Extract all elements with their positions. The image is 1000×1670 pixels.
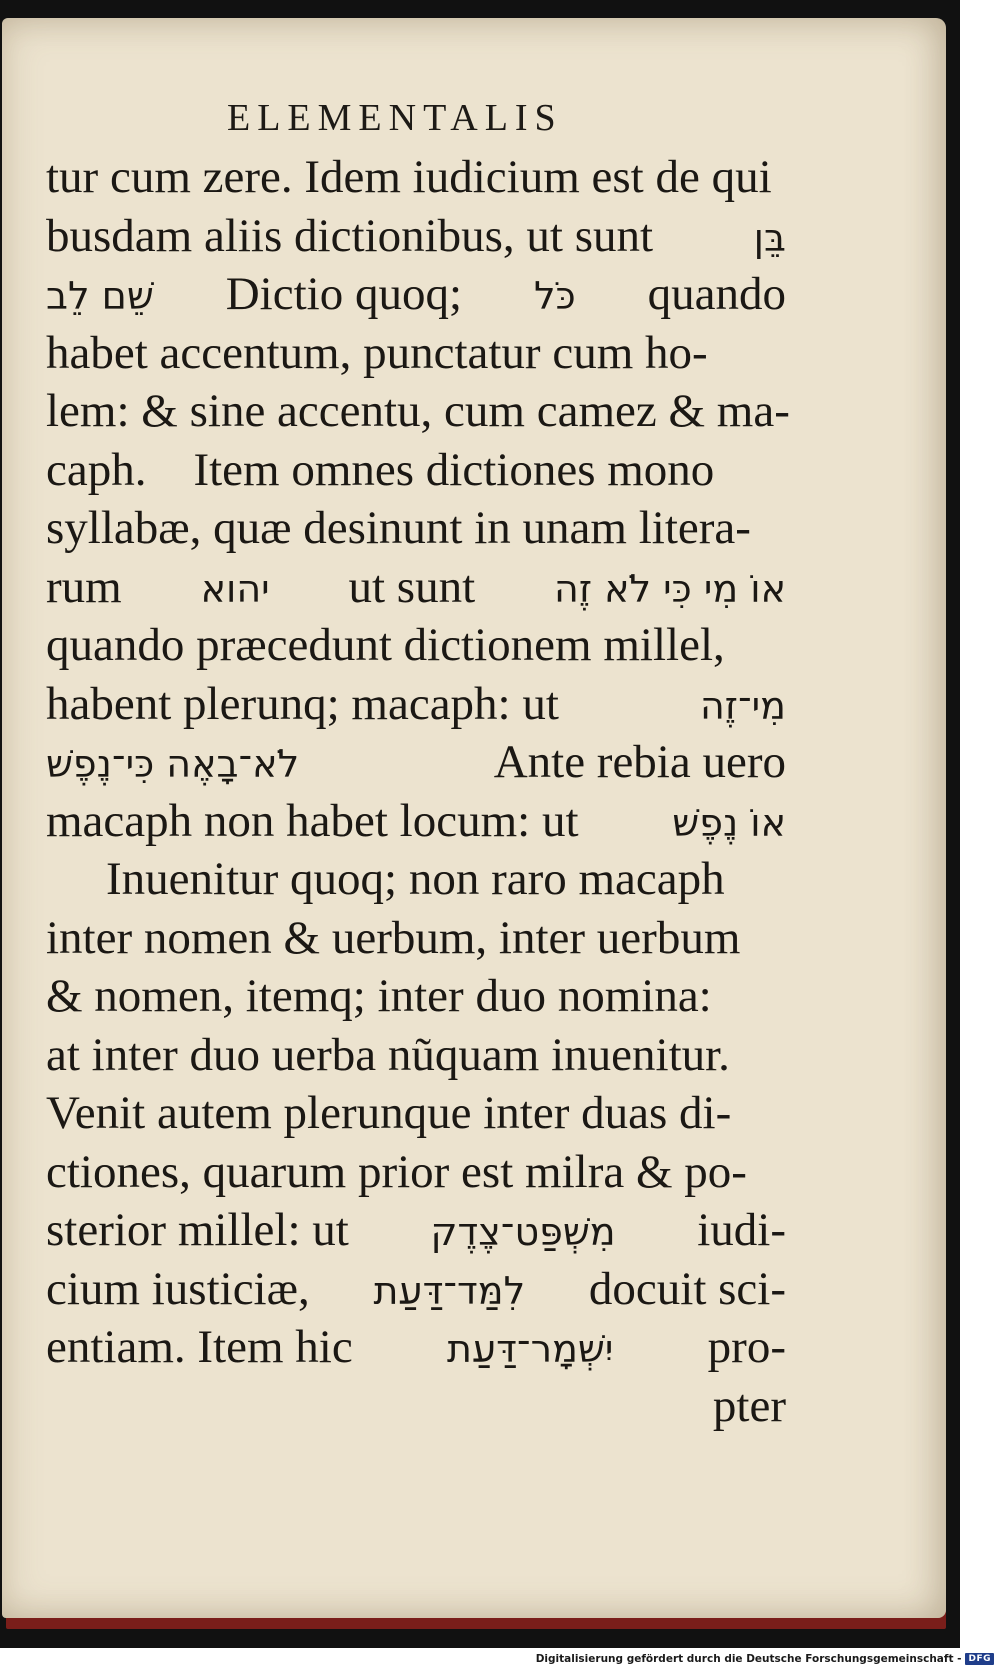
latin-text: at inter duo uerba nũquam inuenitur. (46, 1028, 730, 1081)
text-line (46, 499, 786, 558)
hebrew-text: לֹא־בָאֶה כִּי־נֶפֶשׁ (46, 742, 300, 786)
latin-text: caph. Item omnes dictiones mono (46, 443, 715, 496)
text-line (46, 1026, 786, 1085)
dfg-logo: DFG (965, 1653, 994, 1665)
latin-text: inter nomen & uerbum, inter uerbum (46, 911, 741, 964)
hebrew-text: אוֹ מִי כִּי לֹא זֶה (554, 566, 786, 611)
hebrew-text: יִשְׁמָר־דַּעַת (447, 1327, 614, 1371)
latin-text: Ante rebia uero (493, 736, 786, 788)
latin-text: ut sunt (348, 560, 476, 613)
text-line (46, 207, 786, 266)
latin-text: lem: & sine accentu, cum camez & ma- (46, 385, 790, 437)
latin-text: sterior millel: ut (46, 1204, 349, 1256)
text-line (46, 324, 786, 383)
latin-text: habet accentum, punctatur cum ho- (46, 326, 708, 379)
latin-text: cium iusticiæ, (46, 1262, 310, 1315)
hebrew-text: כֹּל (533, 274, 576, 318)
text-line (46, 850, 786, 909)
text-line (46, 792, 786, 851)
text-line (46, 616, 786, 675)
text-line (46, 441, 786, 500)
latin-text: Inuenitur quoq; non raro macaph (106, 853, 725, 905)
latin-text: Venit autem plerunque inter duas di- (46, 1087, 732, 1139)
hebrew-text: בֵּן (753, 215, 786, 260)
latin-text: Dictio quoq; (225, 268, 463, 320)
text-line (46, 733, 786, 792)
body-text (46, 148, 790, 1435)
latin-text: entiam. Item hic (46, 1321, 353, 1373)
latin-text: habent plerunq; macaph: ut (46, 677, 559, 730)
latin-text: pro- (707, 1321, 786, 1373)
latin-text: docuit sci- (588, 1262, 786, 1315)
hebrew-text: שֵׁם לֵב (46, 274, 154, 318)
hebrew-text: אוֹ נֶפֶשׁ (672, 800, 786, 845)
hebrew-text: מִשְׁפַּט־צֶדֶק (430, 1210, 616, 1254)
text-line (46, 1260, 786, 1319)
text-line (46, 1318, 786, 1377)
catchword-line (46, 1377, 786, 1436)
text-line (46, 148, 786, 207)
latin-text: & nomen, itemq; inter duo nomina: (46, 970, 712, 1022)
latin-text: ctiones, quarum prior est milra & po- (46, 1145, 747, 1198)
running-head: ELEMENTALIS (227, 97, 563, 139)
latin-text: quando præcedunt dictionem millel, (46, 619, 725, 671)
latin-text: macaph non habet locum: ut (46, 794, 579, 847)
text-line (46, 558, 786, 617)
latin-text: iudi- (697, 1204, 786, 1256)
text-line (46, 1201, 786, 1260)
text-line (46, 967, 786, 1026)
latin-text: rum (46, 560, 122, 613)
hebrew-text: לִמַּד־דַּעַת (373, 1268, 526, 1313)
latin-text: busdam aliis dictionibus, ut sunt (46, 209, 654, 262)
latin-text: syllabæ, quæ desinunt in unam litera- (46, 502, 751, 554)
hebrew-text: יהוא (200, 566, 270, 611)
text-line (46, 675, 786, 734)
text-line (46, 1143, 786, 1202)
latin-text: quando (647, 268, 786, 320)
text-line (46, 265, 786, 324)
hebrew-text: מִי־זֶה (699, 683, 786, 728)
book-page (2, 18, 946, 1618)
text-line (46, 382, 790, 441)
catchword: pter (712, 1379, 786, 1432)
text-line (46, 1084, 786, 1143)
text-line (46, 909, 786, 968)
footer-text: Digitalisierung gefördert durch die Deutsche Forschungsgemeinschaft - (535, 1653, 962, 1665)
latin-text: tur cum zere. Idem iudicium est de qui (46, 151, 772, 203)
digitization-footer (536, 1651, 994, 1667)
